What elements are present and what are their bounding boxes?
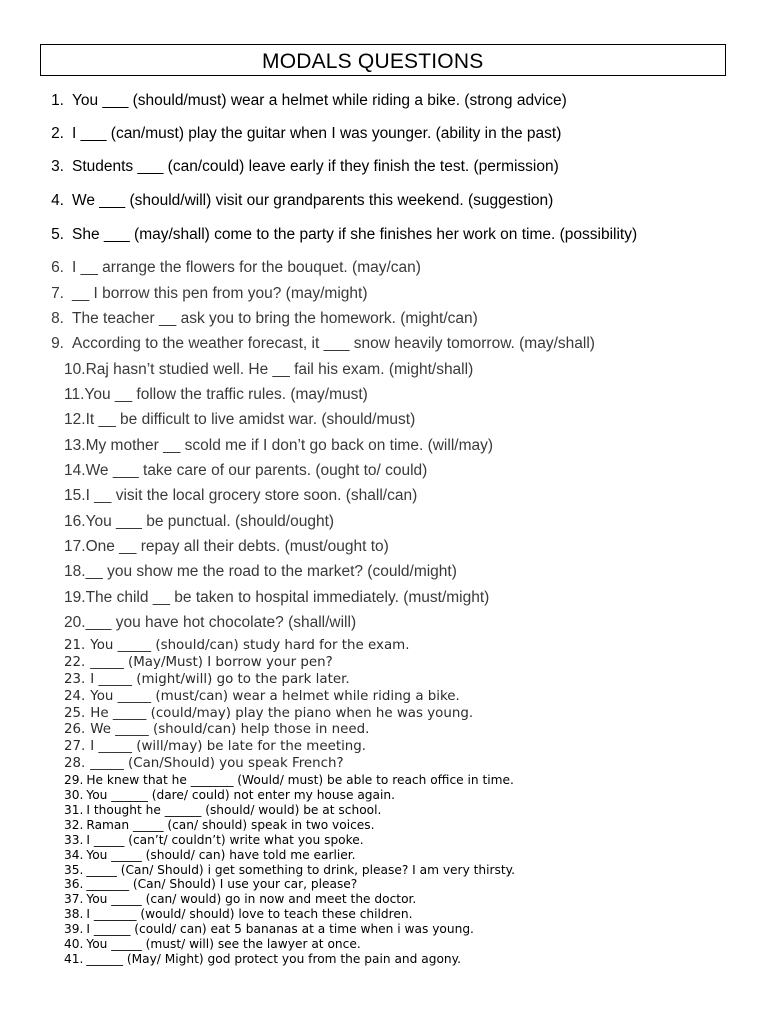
question-text: Students ___ (can/could) leave early if they finish the test. (permission)	[72, 158, 559, 175]
question-number: 4.	[51, 192, 64, 209]
question-item	[64, 462, 427, 480]
question-number: 11.	[64, 386, 85, 403]
question-text: You ___ be punctual. (should/ought)	[85, 513, 335, 530]
question-item	[64, 563, 457, 581]
question-number: 41.	[64, 952, 84, 966]
question-text: _____ (Can/ Should) i get something to drink, please? I am very thirsty.	[86, 863, 516, 877]
question-item	[64, 788, 395, 802]
question-number: 18.	[64, 563, 86, 580]
question-number: 26.	[64, 722, 86, 737]
question-text: She ___ (may/shall) come to the party if she finishes her work on time. (possibility)	[72, 226, 638, 243]
question-item	[64, 756, 344, 771]
question-text: Raman _____ (can/ should) speak in two voices.	[86, 818, 375, 832]
question-item	[64, 803, 381, 817]
question-number: 14.	[64, 462, 86, 479]
question-item	[64, 937, 361, 951]
question-item	[64, 361, 473, 379]
question-item	[64, 773, 514, 787]
question-text: My mother __ scold me if I don’t go back on time. (will/may)	[85, 437, 494, 454]
question-item	[64, 589, 489, 607]
question-item	[64, 386, 368, 404]
question-item	[64, 672, 350, 687]
question-number: 38.	[64, 907, 84, 921]
question-number: 39.	[64, 922, 84, 936]
question-number: 28.	[64, 756, 86, 771]
page-title: MODALS QUESTIONS	[262, 50, 484, 73]
question-number: 36.	[64, 877, 84, 891]
question-text: ______ (May/ Might) god protect you from the pain and agony.	[86, 952, 461, 966]
question-number: 30.	[64, 788, 84, 802]
question-number: 27.	[64, 739, 86, 754]
question-text: Raj hasn’t studied well. He __ fail his exam. (might/shall)	[85, 361, 474, 378]
question-item	[40, 92, 567, 110]
title-box	[40, 44, 726, 76]
question-item	[64, 689, 460, 704]
question-item	[64, 877, 357, 891]
question-text: _____ (Can/Should) you speak French?	[90, 756, 344, 771]
question-text: _______ (Can/ Should) I use your car, please?	[86, 877, 358, 891]
question-text: You _____ (should/ can) have told me earlier.	[86, 848, 356, 862]
question-number: 25.	[64, 706, 86, 721]
question-number: 37.	[64, 892, 84, 906]
question-item	[40, 192, 553, 210]
question-number: 17.	[64, 538, 86, 555]
question-number: 15.	[64, 487, 86, 504]
question-item	[40, 125, 561, 143]
question-text: __ you show me the road to the market? (could/might)	[85, 563, 457, 580]
question-item	[64, 706, 473, 721]
question-number: 7.	[51, 285, 64, 302]
question-item	[64, 487, 417, 505]
question-item	[64, 437, 493, 455]
question-number: 32.	[64, 818, 84, 832]
question-number: 9.	[51, 335, 64, 352]
question-text: You _____ (should/can) study hard for the exam.	[90, 638, 410, 653]
question-text: We ___ take care of our parents. (ought to/ could)	[85, 462, 428, 479]
question-item	[64, 614, 356, 632]
question-item	[40, 285, 367, 303]
question-text: He _____ (could/may) play the piano when he was young.	[90, 706, 474, 721]
question-number: 6.	[51, 259, 64, 276]
question-text: You __ follow the traffic rules. (may/must)	[84, 386, 368, 403]
question-text: The child __ be taken to hospital immediately. (must/might)	[85, 589, 490, 606]
question-item	[64, 922, 474, 936]
question-number: 31.	[64, 803, 84, 817]
question-number: 33.	[64, 833, 84, 847]
question-item	[64, 513, 334, 531]
question-text: You ______ (dare/ could) not enter my house again.	[86, 788, 395, 802]
question-number: 35.	[64, 863, 84, 877]
question-item	[40, 158, 559, 176]
question-item	[64, 538, 389, 556]
question-text: You _____ (must/can) wear a helmet while riding a bike.	[90, 689, 460, 704]
question-item	[40, 310, 478, 328]
question-text: He knew that he _______ (Would/ must) be able to reach office in time.	[86, 773, 514, 787]
question-item	[40, 226, 637, 244]
question-number: 10.	[64, 361, 86, 378]
question-number: 20.	[64, 614, 86, 631]
question-item	[64, 739, 366, 754]
question-number: 2.	[51, 125, 64, 142]
question-text: You _____ (must/ will) see the lawyer at once.	[86, 937, 361, 951]
question-text: It __ be difficult to live amidst war. (should/must)	[85, 411, 416, 428]
question-text: I ______ (could/ can) eat 5 bananas at a time when i was young.	[86, 922, 474, 936]
question-text: _____ (May/Must) I borrow your pen?	[90, 655, 333, 670]
question-text: __ I borrow this pen from you? (may/might)	[72, 285, 368, 302]
question-item	[64, 863, 515, 877]
question-text: One __ repay all their debts. (must/ought to)	[85, 538, 389, 555]
question-number: 8.	[51, 310, 64, 327]
question-text: You _____ (can/ would) go in now and meet the doctor.	[86, 892, 417, 906]
question-number: 40.	[64, 937, 84, 951]
question-text: I __ visit the local grocery store soon. (shall/can)	[85, 487, 418, 504]
question-text: We ___ (should/will) visit our grandparents this weekend. (suggestion)	[72, 192, 554, 209]
question-text: I ___ (can/must) play the guitar when I was younger. (ability in the past)	[72, 125, 562, 142]
question-text: I _____ (will/may) be late for the meeting.	[90, 739, 367, 754]
question-item	[64, 848, 356, 862]
question-item	[64, 818, 375, 832]
question-text: I _____ (might/will) go to the park later.	[90, 672, 350, 687]
question-number: 34.	[64, 848, 84, 862]
question-item	[64, 833, 364, 847]
question-item	[64, 952, 461, 966]
question-item	[64, 907, 412, 921]
question-text: I thought he ______ (should/ would) be at school.	[86, 803, 382, 817]
question-number: 1.	[51, 92, 64, 109]
question-number: 19.	[64, 589, 86, 606]
question-number: 3.	[51, 158, 64, 175]
question-text: I _______ (would/ should) love to teach these children.	[86, 907, 413, 921]
question-text: I _____ (can’t/ couldn’t) write what you spoke.	[86, 833, 364, 847]
question-text: You ___ (should/must) wear a helmet while riding a bike. (strong advice)	[72, 92, 567, 109]
question-item	[64, 411, 415, 429]
question-number: 5.	[51, 226, 64, 243]
question-item	[64, 722, 369, 737]
question-item	[64, 655, 333, 670]
question-number: 23.	[64, 672, 86, 687]
question-number: 29.	[64, 773, 84, 787]
question-number: 24.	[64, 689, 86, 704]
question-item	[64, 892, 416, 906]
question-number: 16.	[64, 513, 86, 530]
question-text: I __ arrange the flowers for the bouquet. (may/can)	[72, 259, 421, 276]
question-text: ___ you have hot chocolate? (shall/will)	[85, 614, 357, 631]
question-number: 13.	[64, 437, 86, 454]
question-item	[40, 259, 421, 277]
question-text: We _____ (should/can) help those in need.	[90, 722, 370, 737]
question-text: The teacher __ ask you to bring the homework. (might/can)	[72, 310, 478, 327]
question-number: 22.	[64, 655, 86, 670]
question-item	[40, 335, 595, 353]
question-text: According to the weather forecast, it ___ snow heavily tomorrow. (may/shall)	[72, 335, 595, 352]
question-item	[64, 638, 409, 653]
question-number: 21.	[64, 638, 86, 653]
question-number: 12.	[64, 411, 86, 428]
